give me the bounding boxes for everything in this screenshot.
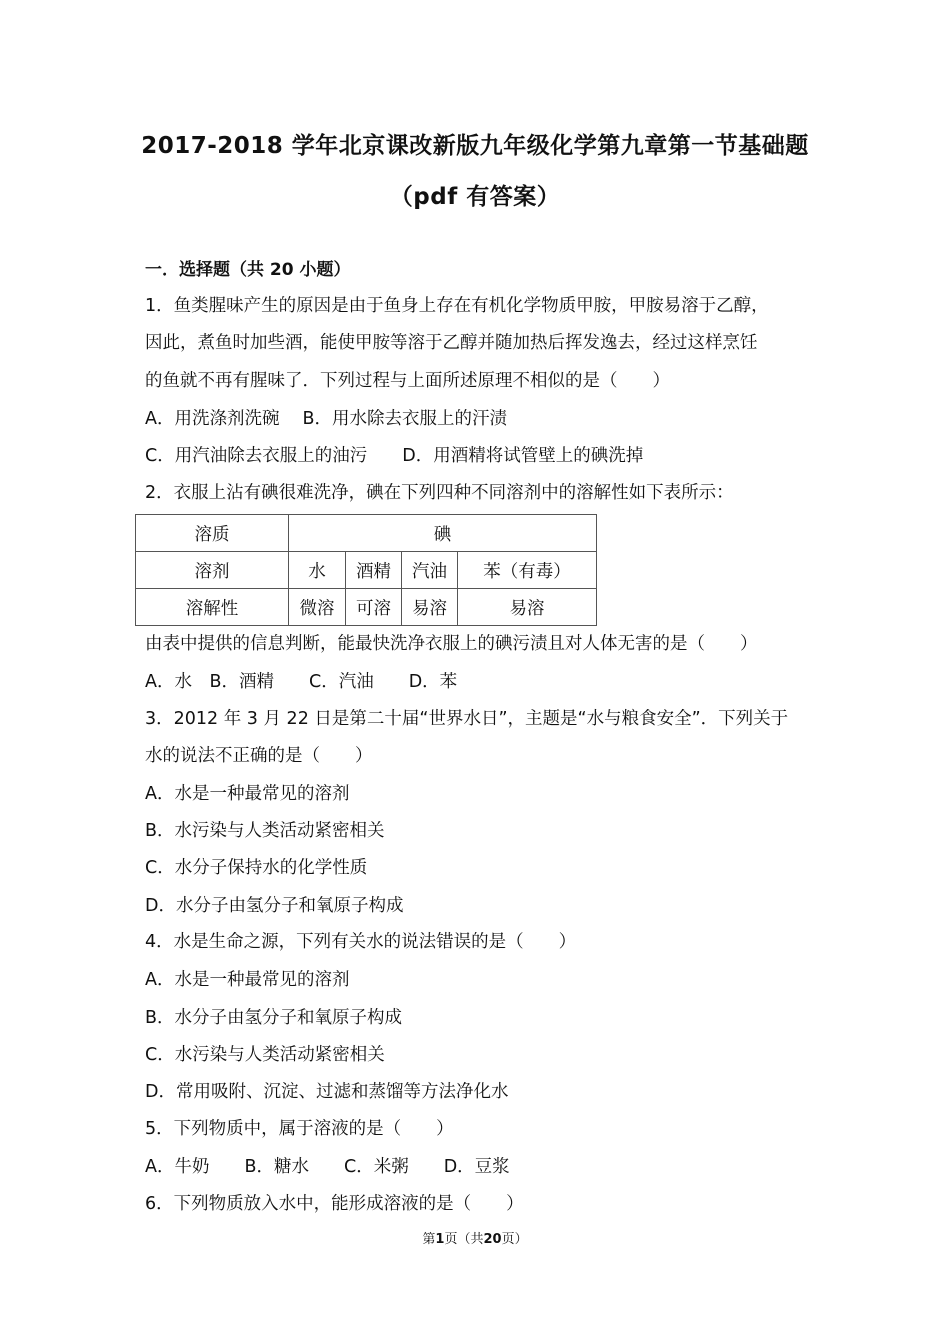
- footer-page-number: 1: [435, 1232, 445, 1247]
- section-heading: 一．选择题（共 20 小题）: [145, 260, 351, 280]
- q4-option-b: B．水分子由氢分子和氧原子构成: [145, 1008, 403, 1028]
- table-cell: 苯（有毒）: [458, 552, 597, 589]
- q2-text-line2: 由表中提供的信息判断，能最快洗净衣服上的碘污渍且对人体无害的是（ ）: [145, 634, 758, 654]
- footer-prefix: 第: [422, 1232, 436, 1247]
- document-title-line1: 2017-2018 学年北京课改新版九年级化学第九章第一节基础题: [141, 133, 809, 159]
- q5-text-line1: 5．下列物质中，属于溶液的是（ ）: [145, 1119, 454, 1139]
- table-row: [136, 515, 597, 552]
- table-cell: 溶质: [136, 515, 289, 552]
- q6-text-line1: 6．下列物质放入水中，能形成溶液的是（ ）: [145, 1194, 524, 1214]
- q1-options-line2: C．用汽油除去衣服上的油污 D．用酒精将试管壁上的碘洗掉: [145, 446, 644, 466]
- q3-text-line2: 水的说法不正确的是（ ）: [145, 746, 373, 766]
- q5-options-line1: A．牛奶 B．糖水 C．米粥 D．豆浆: [145, 1157, 510, 1177]
- q3-text-line1: 3．2012 年 3 月 22 日是第二十届“世界水日”，主题是“水与粮食安全”．下列关于: [145, 709, 789, 729]
- footer-total-pages: 20: [483, 1232, 502, 1247]
- q4-option-d: D．常用吸附、沉淀、过滤和蒸馏等方法净化水: [145, 1082, 509, 1102]
- table-cell: 易溶: [402, 589, 458, 626]
- table-cell: 碘: [289, 515, 597, 552]
- table-cell: 溶剂: [136, 552, 289, 589]
- q4-text-line1: 4．水是生命之源，下列有关水的说法错误的是（ ）: [145, 932, 577, 952]
- q4-option-c: C．水污染与人类活动紧密相关: [145, 1045, 385, 1065]
- q2-text-line1: 2．衣服上沾有碘很难洗净，碘在下列四种不同溶剂中的溶解性如下表所示：: [145, 483, 734, 503]
- q3-option-d: D．水分子由氢分子和氧原子构成: [145, 896, 404, 916]
- q1-text-line3: 的鱼就不再有腥味了．下列过程与上面所述原理不相似的是（ ）: [145, 371, 670, 391]
- table-row: [136, 552, 597, 589]
- table-cell: 水: [289, 552, 346, 589]
- page-footer: [0, 1228, 950, 1247]
- q1-text-line2: 因此，煮鱼时加些酒，能使甲胺等溶于乙醇并随加热后挥发逸去，经过这样烹饪: [145, 333, 758, 353]
- table-cell: 微溶: [289, 589, 346, 626]
- q3-option-c: C．水分子保持水的化学性质: [145, 858, 368, 878]
- table-cell: 溶解性: [136, 589, 289, 626]
- table-cell: 酒精: [346, 552, 402, 589]
- footer-suffix: 页）: [501, 1232, 528, 1247]
- table-row: [136, 589, 597, 626]
- q1-text-line1: 1．鱼类腥味产生的原因是由于鱼身上存在有机化学物质甲胺，甲胺易溶于乙醇，: [145, 296, 769, 316]
- solubility-table: [135, 514, 597, 626]
- table-cell: 汽油: [402, 552, 458, 589]
- q2-options-line1: A．水 B．酒精 C．汽油 D．苯: [145, 672, 458, 692]
- q4-option-a: A．水是一种最常见的溶剂: [145, 970, 350, 990]
- q3-option-a: A．水是一种最常见的溶剂: [145, 784, 350, 804]
- q3-option-b: B．水污染与人类活动紧密相关: [145, 821, 385, 841]
- document-title-line2: （pdf 有答案）: [389, 184, 561, 210]
- q1-options-line1: A．用洗涤剂洗碗 B．用水除去衣服上的汗渍: [145, 409, 508, 429]
- table-cell: 可溶: [346, 589, 402, 626]
- table-cell: 易溶: [458, 589, 597, 626]
- footer-mid: 页（共: [444, 1232, 484, 1247]
